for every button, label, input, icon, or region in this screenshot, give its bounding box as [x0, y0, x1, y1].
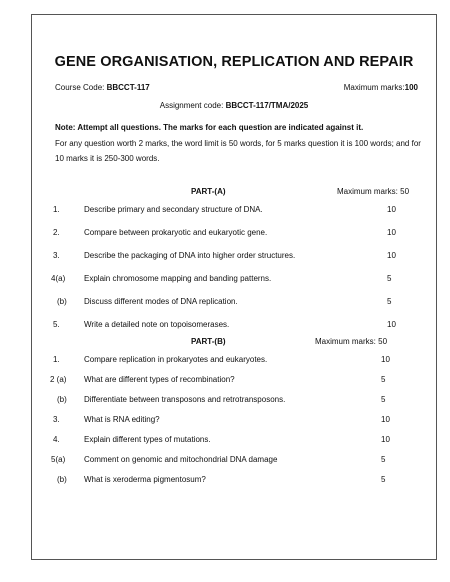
assignment-page [31, 14, 437, 560]
question-number: (b) [57, 475, 67, 484]
question-marks: 5 [381, 455, 386, 464]
question-marks: 10 [387, 228, 396, 237]
part-a-heading: PART-(A) [191, 187, 226, 196]
note-line-2: 10 marks it is 250-300 words. [55, 154, 160, 163]
maximum-marks [344, 83, 418, 92]
assignment-code-label: Assignment code: [159, 101, 224, 110]
question-number: 5. [53, 320, 60, 329]
question-text: Comment on genomic and mitochondrial DNA damage [84, 455, 278, 464]
question-marks: 10 [381, 355, 390, 364]
question-marks: 5 [387, 297, 392, 306]
maximum-marks-label: Maximum marks: [343, 83, 405, 92]
question-number: 3. [53, 251, 60, 260]
question-number: 4. [53, 435, 60, 444]
part-a-marks: Maximum marks: 50 [337, 187, 410, 196]
question-text: What are different types of recombination? [84, 375, 235, 384]
course-code [55, 83, 150, 92]
question-text: Compare replication in prokaryotes and eukaryotes. [84, 355, 268, 364]
assignment-code [32, 101, 436, 110]
question-text: Write a detailed note on topoisomerases. [84, 320, 230, 329]
part-b-marks: Maximum marks: 50 [315, 337, 388, 346]
question-marks: 5 [381, 475, 386, 484]
note-line-1: For any question worth 2 marks, the word limit is 50 words, for 5 marks question it is 100 words; and for [55, 139, 421, 148]
assignment-code-value: BBCCT-117/TMA/2025 [225, 101, 309, 110]
question-number: 1. [53, 205, 60, 214]
course-code-value: BBCCT-117 [106, 83, 150, 92]
note-heading: Note: Attempt all questions. The marks for each question are indicated against it. [55, 123, 364, 132]
question-text: Compare between prokaryotic and eukaryotic gene. [84, 228, 268, 237]
question-text: What is xeroderma pigmentosum? [84, 475, 206, 484]
question-marks: 5 [387, 274, 392, 283]
question-number: 4(a) [51, 274, 66, 283]
question-number: 2. [53, 228, 60, 237]
question-marks: 10 [387, 320, 396, 329]
maximum-marks-value: 100 [404, 83, 418, 92]
question-marks: 5 [381, 395, 386, 404]
question-number: 2 (a) [50, 375, 67, 384]
question-text: Describe the packaging of DNA into higher order structures. [84, 251, 296, 260]
question-marks: 10 [381, 435, 390, 444]
document-title: GENE ORGANISATION, REPLICATION AND REPAIR [54, 54, 414, 70]
question-marks: 10 [381, 415, 390, 424]
question-text: What is RNA editing? [84, 415, 160, 424]
question-number: 3. [53, 415, 60, 424]
question-text: Explain chromosome mapping and banding patterns. [84, 274, 272, 283]
part-b-heading: PART-(B) [191, 337, 226, 346]
question-marks: 10 [387, 251, 396, 260]
question-text: Differentiate between transposons and retrotransposons. [84, 395, 286, 404]
question-number: 1. [53, 355, 60, 364]
question-number: (b) [57, 297, 67, 306]
question-number: 5(a) [51, 455, 66, 464]
question-marks: 5 [381, 375, 386, 384]
course-code-label: Course Code: [55, 83, 105, 92]
question-number: (b) [57, 395, 67, 404]
question-marks: 10 [387, 205, 396, 214]
question-text: Explain different types of mutations. [84, 435, 211, 444]
question-text: Discuss different modes of DNA replication. [84, 297, 238, 306]
question-text: Describe primary and secondary structure of DNA. [84, 205, 263, 214]
